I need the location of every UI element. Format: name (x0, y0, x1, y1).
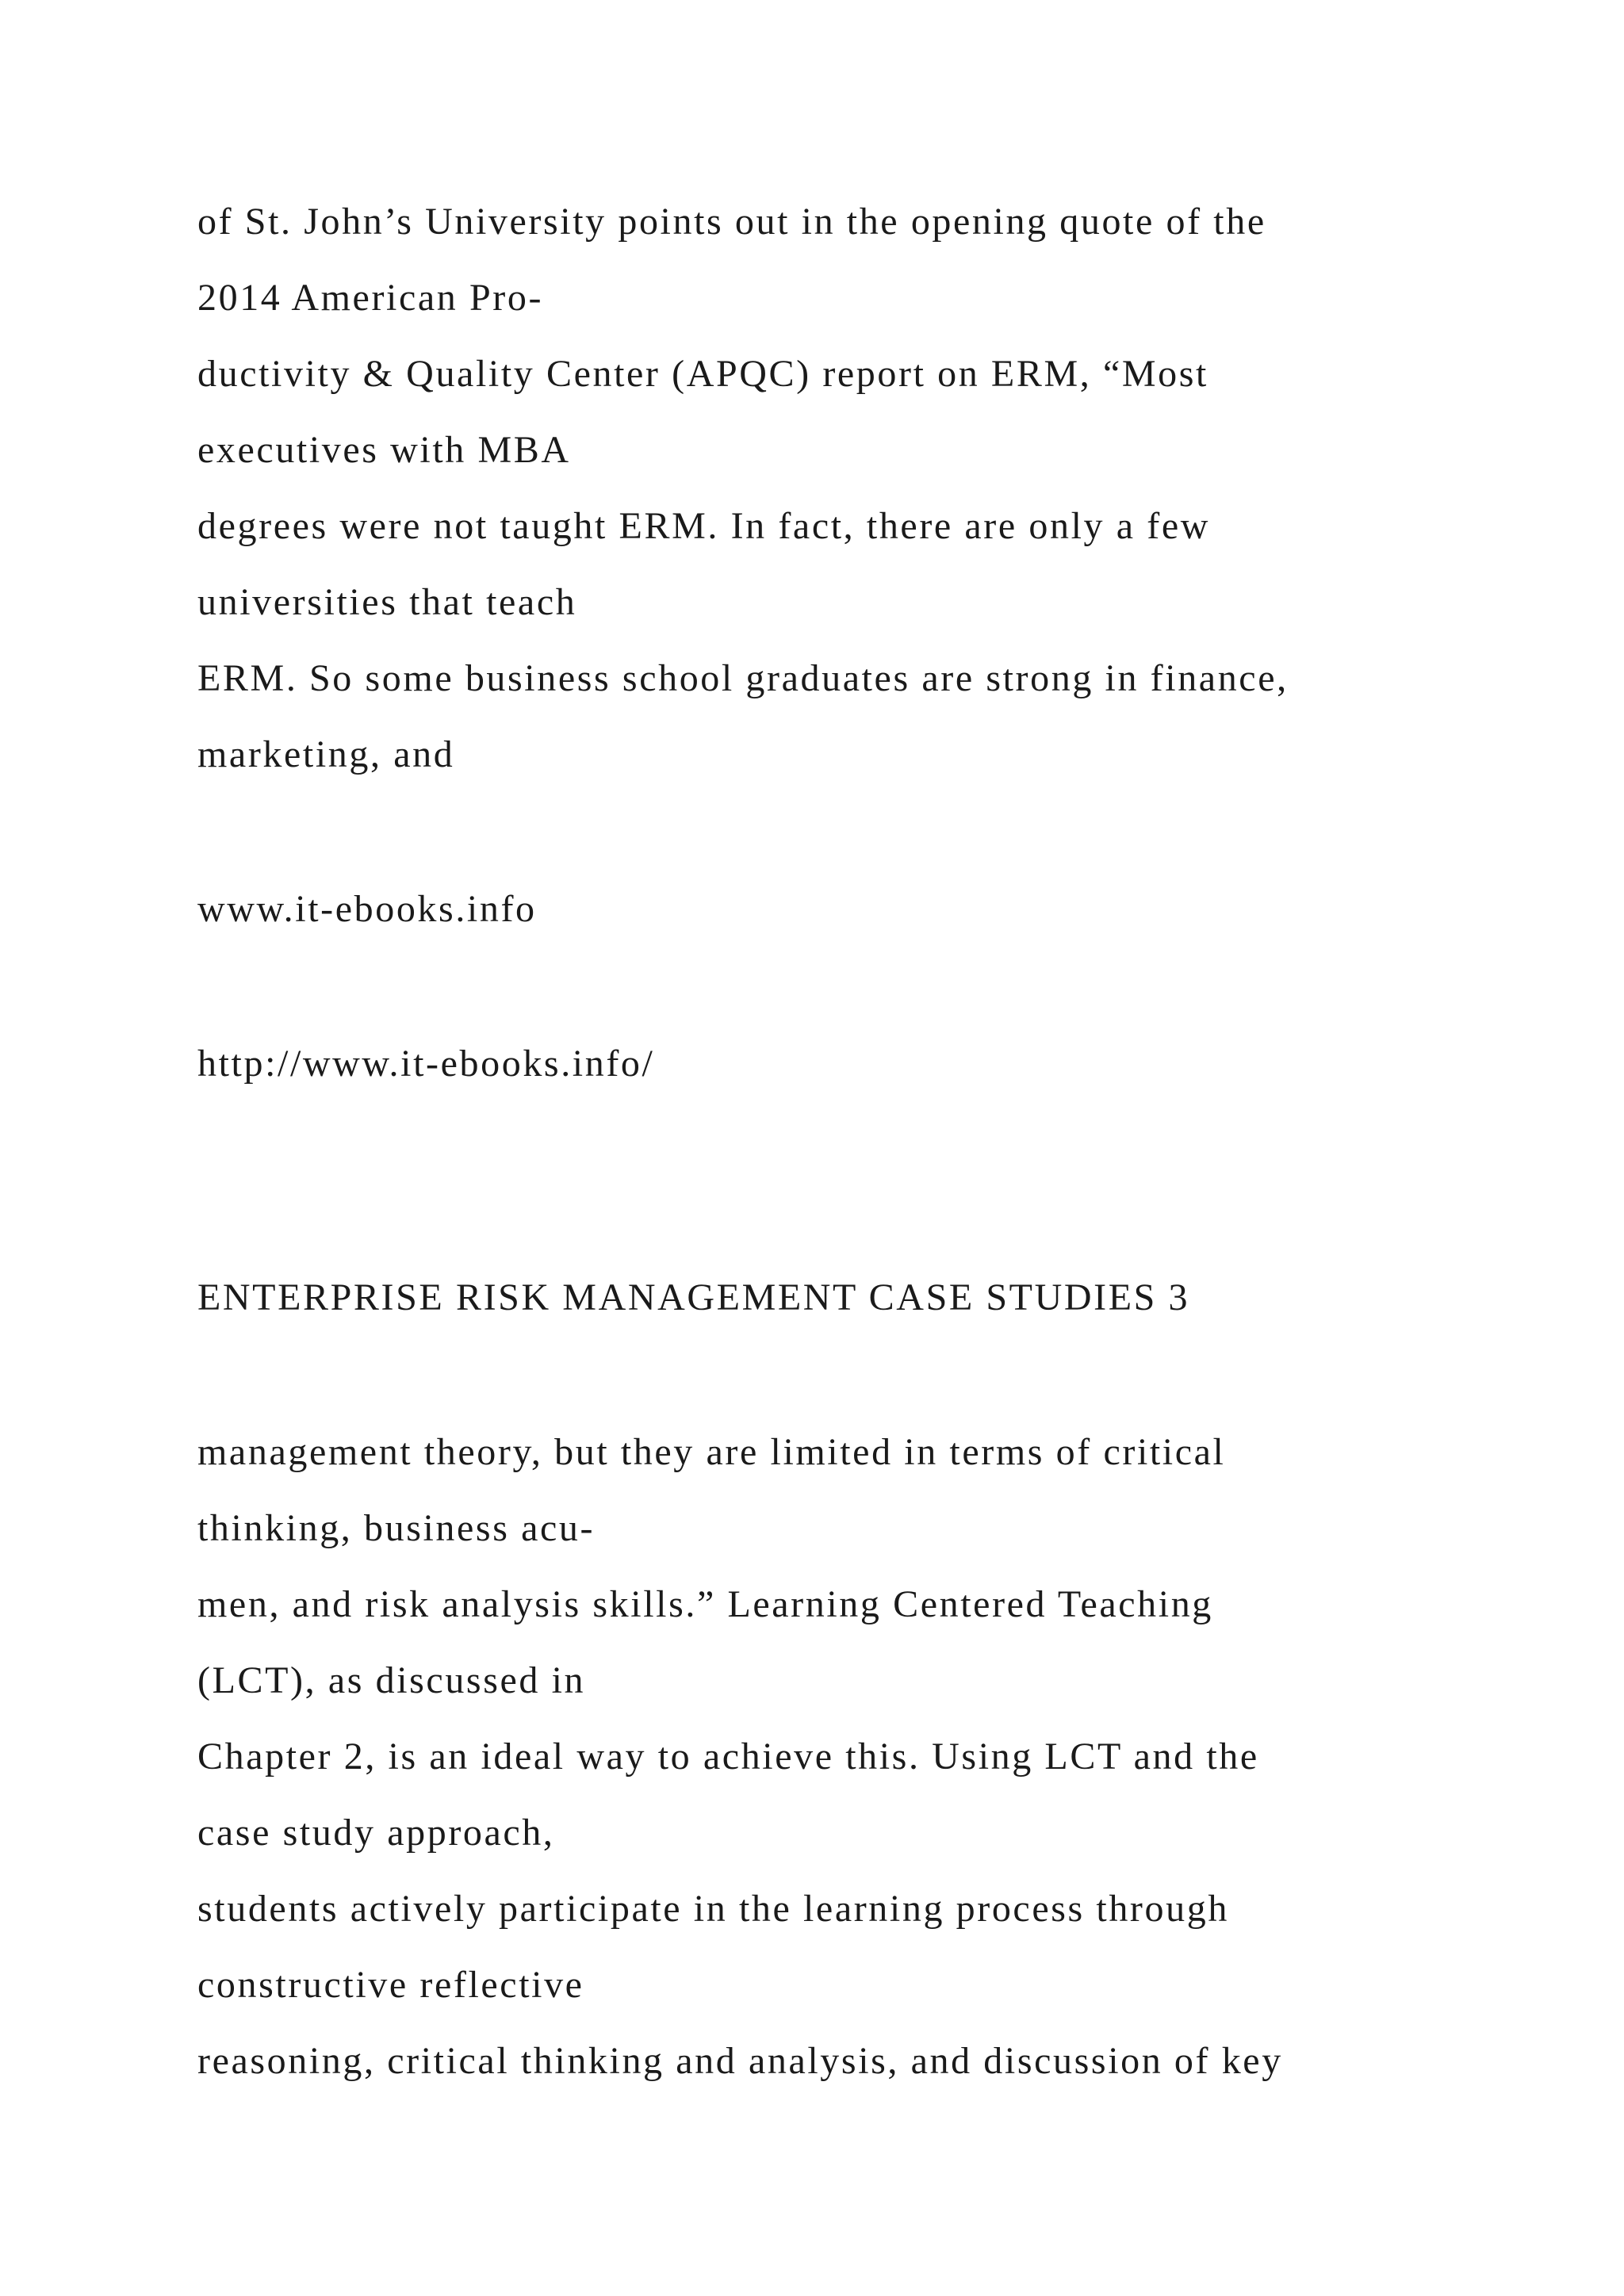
body-line: marketing, and (197, 733, 455, 775)
body-line: reasoning, critical thinking and analysis, and discussion of key (197, 2040, 1283, 2082)
source-link-url[interactable]: http://www.it-ebooks.info/ (197, 1043, 655, 1085)
body-line: students actively participate in the learning process through (197, 1888, 1229, 1930)
body-line: Chapter 2, is an ideal way to achieve this. Using LCT and the (197, 1735, 1259, 1777)
body-line: ERM. So some business school graduates are strong in finance, (197, 657, 1289, 699)
body-line: degrees were not taught ERM. In fact, there are only a few (197, 505, 1210, 547)
body-line: constructive reflective (197, 1964, 584, 2006)
body-line: universities that teach (197, 581, 577, 623)
body-line: management theory, but they are limited in terms of critical (197, 1431, 1226, 1473)
running-header: ENTERPRISE RISK MANAGEMENT CASE STUDIES 3 (197, 1276, 1190, 1318)
body-line: ductivity & Quality Center (APQC) report on ERM, “Most (197, 353, 1208, 395)
body-line: 2014 American Pro- (197, 277, 544, 319)
body-line: case study approach, (197, 1812, 555, 1854)
body-line: of St. John’s University points out in the opening quote of the (197, 201, 1266, 243)
body-line: executives with MBA (197, 429, 571, 471)
body-line: (LCT), as discussed in (197, 1659, 586, 1701)
body-line: men, and risk analysis skills.” Learning Centered Teaching (197, 1583, 1213, 1625)
source-link-text[interactable]: www.it-ebooks.info (197, 888, 537, 930)
body-line: thinking, business acu- (197, 1507, 596, 1549)
